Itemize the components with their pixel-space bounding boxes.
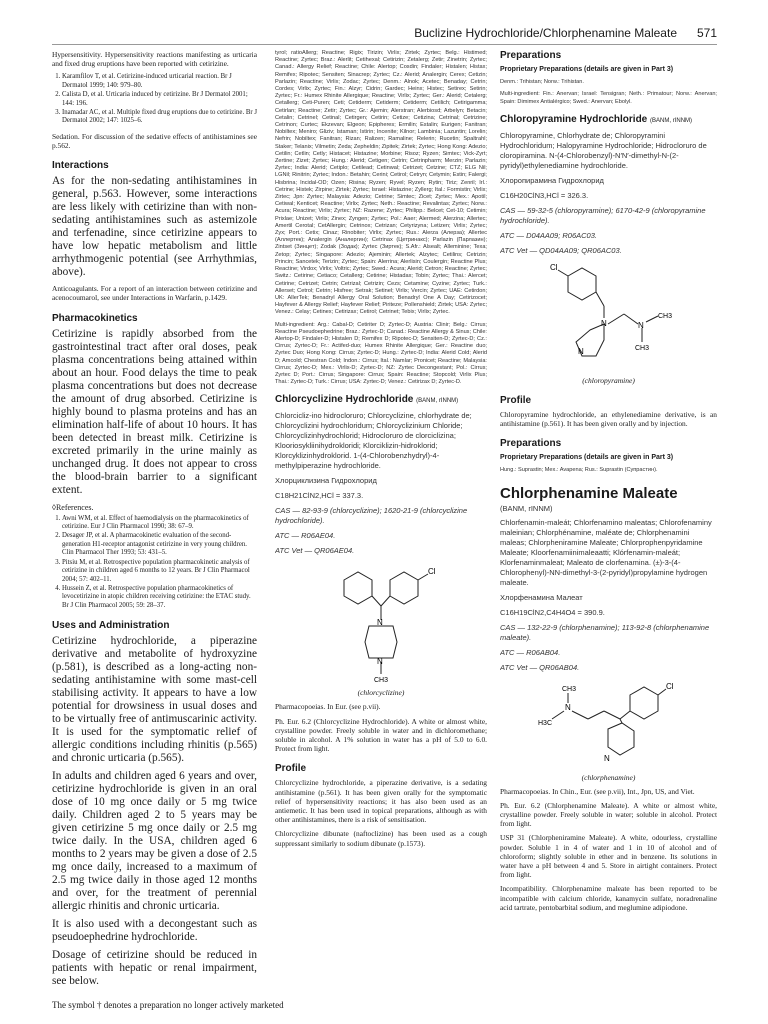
reference-item: 1. Karamfilov T, et al. Cetirizine-induced urticarial reaction. Br J Dermatol 1999; 140: 979–80. [62,73,257,90]
molecular-formula: C16H20ClN3,HCl = 326.3. [500,190,589,200]
proprietary-preparations-label: Proprietary Preparations (details are given in Part 3) [500,454,674,462]
atc-vet-code: ATC Vet — QR06AE04. [275,546,355,556]
structure-atom-label: N [377,657,383,667]
profile-paragraph: Chloropyramine hydrochloride, an ethylenediamine derivative, is an antihistamine (p.561). It has been given orally and by injection. [500,409,717,429]
pharmacopoeias: Pharmacopoeias. In Eur. (see p.vii). [275,702,381,712]
structure-caption: (chlorcyclizine) [357,688,405,698]
cyrillic-name: Хлоропирамина Гидрохлорид [500,175,604,185]
molecular-formula: C18H21ClN2,HCl = 337.3. [275,491,364,501]
structure-atom-label: N [603,753,610,763]
cas-number: CAS — 132-22-9 (chlorphenamine); 113-92-8 (chlorphenamine maleate). [500,622,710,642]
atc-code: ATC — D04AA09; R06AC03. [500,230,597,240]
chloropyramine-structure [534,262,684,372]
structure-atom-label: CH3 [634,344,649,352]
reference-item: 3. Pitsiu M, et al. Retrospective population pharmacokinetic analysis of cetirizine in children aged 6 months to 12 years. Br J Clin Pharmacol 2004; 57: 402–11. [62,559,257,584]
atc-code: ATC — R06AB04. [500,647,561,657]
usp-paragraph: USP 31 (Chlorpheniramine Maleate). A white, odourless, crystalline powder. Soluble 1 in 4 of water and 1 in 10 of alcohol and of chloroform; slightly soluble in ether and in benzene. Its solutions in water have a pH between 4 and 5. Store in airtight containers. Protect from light. [500,833,717,880]
monograph-tag: (BANM, rINNM) [650,117,693,124]
synonyms: Chlorfenamin-maleát; Chlorfenamino maleatas; Chlorofenaminy maleinian; Chlorphénamine, maléate de; Chlorphenamini maleas; Chlorpheniramine Maleate; Chlorprophenpyridamine Maleate; Kloorfenamiinimaleaatti; Klórfenamin-maleát; Klorfenaminmaleat; Maleato de clorfenamina. (±)-3-(4-Chlorophenyl)-NN-dimethyl-3-(2-pyridyl)propylamine hydrogen maleate. [500,517,712,587]
structure-atom-label: Cl [665,681,674,691]
preparations-continued: tyrol; ratioAllerg; Reactine; Rigix; Tirizin; Virlix; Zirtek; Zyrtec; Belg.: Histimed; Reactine; Zyrtec; Braz.: Alerlit; Cetihexal; Cetirizin; Zetalerg; Zetir; Zinetrin; Zyrtec; Canad.: Allergy Relief; Reactine; Chile: Alertop; Cosdin; Findaler; Histalen; Histax; Remifex; Ripotec; Sensiten; Sinacrep; Zyrtec; Cz.: Alerid; Analergin; Cerex; Cetizin; Parlazin; Reactine; Virlix; Zodac; Zyrtec; Denm.: Alnok; Acetec; Benaday; Cetrin; Cordes; Virlix; Zyrtec; Fin.: Alzyr; Cidrin; Gardec; Heinx; Histec; Setirex; Setirin; Zyrtec; Fr.: Humex Rhinite Allergique; Reactine; Virlix; Zyrtec; Ger.: Alerid; Cetalerg; Cetallerg; Ceti-Puren; Ceti; Cetiderm; Cetiderm; Cetiderm; Cetilich; Cetirigamma; Cetirlan; Reactine; Zetir; Zyrtec; Gr.: Ajemin; Alerstran; Alerbiosd; Arbelyn; Betacin; Cetalin; Cetrinel; Cetinal; Cetirgen; Cetirin; Cetize; Cetizina; Cetrinal; Cetrizine; Cetrinon; Curtec; Ekzevan; Elgeon; Epipheres; Ermilin; Estalin; Eurigen; Fanitran; Nobiltex; Meniro; Gliziv; Istaman; Istirin; Incenite; Kilnor; Lambinia; Lazuntin; Lorelin; Nefrin; Nobiltex; Fanitran; Rizan; Ralizen; Ramaline; Relerin; Rucetin; Spaltrahl; Staker; Telanix; Vilmetin; Zeda; Zepheldin; Zipitek; Zirtek; Zyrtec; Hong Kong: Adezio; Cetilin; Cetlin; Cetly; Histacet; Histazine; Morbine; Risoz; Ryzen; Simtec; Vick-Zyrt; Zertine; Zizet; Zyrtec; Hung.: Alerid; Cetigen; Cetrin; Cetrinpharm; Merzin; Parlazin; Zyrtec; India: Alerid; Cetiplo; Cetilead; Cetinwal; Cetrizet; Cetzine; CTZ; ELG Nil; LGNil; Rinitrin; Zyrtec; Indon.: Betahin; Cerini; Cetirol; Cetryn; Cetymin; Estin; Falergi; Hisbrina; Incidal-OD; Ozen; Risina; Ryzen; Ryvel; Ryzen; Rytin; Tiriz; Zenril; Irl.: Cetrine; Histek; Zirpine; Zirtek; Zyrtec; Israel: Histazine; Zyllerg; Ital.: Formistin; Virlix; Zirtec; Jpn: Zyrtec; Malaysia: Adezio; Cetrine; Simtec; Zicet; Zyrtec; Mex.: Apotil; Cetiwal; Kenticet; Reactine; Virlix; Zyrtec; Neth.: Reactine; Revalintas; Zyrtec; Norw.: Acura; Reactine; Virlix; Zyrtec; NZ: Razene; Zyrtec; Philipp.: Belcet; Cet-10; Cetimin; Prixlae; Unizet; Virlix; Zinex; Zyngen; Zyrtec; Pol.: Aaer; Alermed; Alerzina; Allertec; Amertil Cerotal; CetAllergin; Cetrinox; Cetrizan; Cetyrizyna; Letizen; Virlix; Zyrtec; Zyx; Port.: Cetix; Cinaz; Rinobiter; Virlix; Zyrtec; Rus.: Alerza (Алерза); Allertec (Аллертек); Analergin (Аналергин); Cetrinax (Цетринакс); Parlazin (Парлазин); Zintset (Зинцет); Zodak (Зодак); Zyrtec (Зиртек); S.Afr.: Alsealt; Alleminine; Texa; Zetop; Zyrtec; Singapore: Adezio; Ajeminin; Allertek; Alzytec; Cetilins; Cetrizin; Princin; Sancetek; Terizin; Zyrtec; Spain: Alerrina; Alerlisin; Coulergin; Reactine Plus; Reactine; Virdox; Virlix; Voltric; Zyrtec; Swed.: Acura; Alerid; Cetron; Reactine; Zyrtec; Switz.: Cetirine; Cetiaco; Cetallerg; Cetirine; Histadax; Tobin; Zyrtec; Thai.: Alercet; Cetirine; Cetrizet; Cetrin; Cetrizal; Cetrizin; Cezs; Cetamine; Cyzine; Zyrtec; Turk.: Allerset; Cetrol; Cetrin; Hisfree; Setrak; Setinel; Virlix; Vercin; Zyrtec; UAE: Cetirdon; UK: AllerTek; Benadryl Allergy Oral Solution; Benadryl One A Day; Cetirizocet; Hayfever & Allergy Relief; Hayfever Relief; Piriteze; Pollenshield; Zirtek; USA: Zyrtec; Venez.: Celay; Cetinex; Cetirizax; Cetirol; Cetrinet; Tebix; Virlix; Zyrtec. [275,50,487,316]
structure-atom-label: CH3 [374,677,389,685]
structure-atom-label: Cl [428,567,436,577]
cas-number: CAS — 59-32-5 (chloropyramine); 6170-42-9 (chloropyramine hydrochloride). [500,205,706,225]
column-2 [275,50,487,995]
monograph-title [500,114,717,125]
monograph-title [275,394,487,405]
cas-number: CAS — 82-93-9 (chlorcyclizine); 1620-21-9 (chlorcyclizine hydrochloride). [275,506,468,526]
page-footer: The symbol † denotes a preparation no longer actively marketed [52,1000,284,1010]
monograph-name-major: Chlorphenamine Maleate [500,484,678,502]
atc-code: ATC — R06AE04. [275,531,336,541]
structure-atom-label: N [637,320,644,330]
uses-paragraph-1: Cetirizine hydrochloride, a piperazine derivative and metabolite of hydroxyzine (p.581), is described as a long-acting non-sedating antihistamine with some mast-cell stabilising activity. It appears to have a low potential for drowsiness in usual doses and to be virtually free of antimuscarinic activity. It is used for the symptomatic relief of allergic conditions including rhinitis (p.565) and chronic urticaria (p.565). [52,635,257,765]
multi-ingredient-list: Multi-ingredient: Fin.: Anervan; Israel: Tensigran; Neth.: Primatour; Norw.: Anervan; Spain: Dimimex Antialérgico; Swed.: Anervan; Ebolyl. [500,91,717,105]
ph-eur-paragraph: Ph. Eur. 6.2 (Chlorphenamine Maleate). A white or almost white, crystalline powder. Freely soluble in water; soluble in alcohol. Protect from light. [500,800,717,829]
pharmacokinetics-paragraph: Cetirizine is rapidly absorbed from the gastrointestinal tract after oral doses, peak plasma concentrations being attained within about an hour. Food delays the time to peak plasma concentrations but does not decrease the amount of drug absorbed. Cetirizine is highly bound to plasma proteins and has an elimination half-life of about 10 hours. It has been detected in breast milk. Cetirizine is excreted primarily in the urine mainly as unchanged drug. It does not appear to cross the blood-brain barrier to a significant extent. [52,327,257,496]
page-number: 571 [696,26,717,40]
structure-caption: (chloropyramine) [582,375,635,385]
reference-item: 2. Calista D, et al. Urticaria induced by cetirizine. Br J Dermatol 2001; 144: 196. [62,91,257,108]
structure-atom-label: N [564,702,571,712]
reference-item: 4. Hussein Z, et al. Retrospective population pharmacokinetics of levocetirizine in atopic children receiving cetirizine: the ETAC study. Br J Clin Pharmacol 2005; 59: 28–37. [62,585,257,610]
dibunate-paragraph: Chlorcyclizine dibunate (naftoclizine) has been used as a cough suppressant similarly to sodium dibunate (p.1573). [275,829,487,848]
structure-atom-label: N [600,318,607,328]
column-3 [500,50,717,995]
preparations-list: Denm.: Trihistan; Norw.: Trihistan. [500,79,584,86]
synonyms: Chloropyramine, Chlorhydrate de; Chloropyramini Hydrochloridum; Halopyramine Hydrochloride; Hidrocloruro de cloropiramina. N-(4-Chlorobenzyl)-N′N′-dimethyl-N-(2-pyridyl)ethylenediamine hydrochloride. [500,130,707,170]
running-header [52,26,717,45]
incompatibility-paragraph: Incompatibility. Chlorphenamine maleate has been reported to be incompatible with calcium chloride, kanamycin sulfate, noradrenaline acid tartrate, pentobarbital sodium, and meglumine adipiodone. [500,884,717,912]
uses-paragraph-3: It is also used with a decongestant such as pseudoephedrine hydrochloride. [52,918,257,944]
references-label [52,993,257,995]
pharmacopoeias: Pharmacopoeias. In Chin., Eur. (see p.vii), Int., Jpn, US, and Viet. [500,786,695,796]
reference-item: 2. Desager JP, et al. A pharmacokinetic evaluation of the second-generation H1-receptor antagonist cetirizine in very young children. Clin Pharmacol Ther 1993; 53: 431–5. [62,532,257,557]
reference-item: 1. Awni WM, et al. Effect of haemodialysis on the pharmacokinetics of cetirizine. Eur J Clin Pharmacol 1990; 38: 67–9. [62,515,257,532]
reference-item: 3. Inamadar AC, et al. Multiple fixed drug eruptions due to cetirizine. Br J Dermatol 2002; 147: 1025–6. [62,109,257,126]
atc-vet-code: ATC Vet — QR06AB04. [500,662,580,672]
monograph-tag: (BANM, rINNM) [500,503,553,513]
hypersensitivity-references [52,73,257,125]
hypersensitivity-paragraph: Hypersensitivity. Hypersensitivity reactions manifesting as urticaria and fixed drug eruptions have been reported with cetirizine. [52,50,257,69]
structure-atom-label: N [377,618,383,628]
ph-eur-paragraph: Ph. Eur. 6.2 (Chlorcyclizine Hydrochloride). A white or almost white, crystalline powder. Freely soluble in water and in dichloromethane; soluble in alcohol. A 1% solution in water has a pH of 5.0 to 6.0. Protect from light. [275,716,487,754]
structure-atom-label: CH3 [657,312,672,320]
pharmacokinetics-heading: Pharmacokinetics [52,312,138,324]
pharmacokinetics-references [52,515,257,610]
preparations-heading: Preparations [500,50,562,61]
proprietary-preparations-label: Proprietary Preparations (details are given in Part 3) [500,66,674,73]
monograph-name: Chlorcyclizine Hydrochloride [275,394,414,406]
interactions-heading: Interactions [52,160,109,172]
molecular-formula: C16H19ClN2,C4H4O4 = 390.9. [500,607,605,617]
sedation-paragraph: Sedation. For discussion of the sedative effects of antihistamines see p.562. [52,131,257,151]
synonyms: Chlorcicliz‑ino hidrocloruro; Chlorcyclizine, chlorhydrate de; Chlorcyclizini hydrochloridum; Chlorcyclizinium Chloride; Chlorcyclizinhydrochlorid; Hidrocloruro de clorciclizina; Klooriosykliinihydrokloridi; Klorciklizin-hidroklorid; Klorcyklizinhydroklorid. 1-(4-Chlorobenzhydryl)-4-methylpiperazine hydrochloride. [275,411,472,471]
references-label: ◊References. [52,502,94,512]
anticoagulants-paragraph: Anticoagulants. For a report of an interaction between cetirizine and acenocoumarol, see under Interactions in Warfarin, p.1429. [52,284,257,303]
structure-atom-label: Cl [549,262,558,272]
structure-atom-label: H3C [537,719,552,727]
structure-atom-label: CH3 [561,685,576,693]
chlorcyclizine-structure [316,562,446,684]
atc-vet-code: ATC Vet — QD04AA09; QR06AC03. [500,245,622,255]
uses-heading: Uses and Administration [52,620,170,632]
cyrillic-name: Хлорциклизина Гидрохлорид [275,476,377,486]
chlorphenamine-structure [534,679,684,769]
structure-caption: (chlorphenamine) [581,772,636,782]
profile-heading: Profile [500,394,532,406]
running-title: Buclizine Hydrochloride/Chlorphenamine Maleate [414,26,677,40]
preparations-list: Hung.: Suprastin; Mex.: Avapena; Rus.: Suprastin (Супрастин). [500,467,658,474]
multi-ingredient-list: Multi-ingredient: Arg.: Cabal-D; Cetiriter D; Zyrtec-D; Austria: Clinir; Belg.: Cirrus; Reactine Pseudoephedrine; Braz.: Zyrtec-D; Canad.: Reactine Allergy & Sinus; Chile: Alertop-D; Findaler-D; Histalen D; Remifex D; Ripotec-D; Sensiten-D; Zyrtec-D; Cz.: Cirrus; Zyrtec-D; Fr.: Actifed-duo; Humex Rhinite Allergique; Ger.: Reactine duo; Zyrtec Duo; Hong Kong: Cirrus; Zyrtec-D; Hung.: Zyrtec-D; India: Alerid Cold; Alerid D; Amcold; Chestran Cold; Indon.: Cirrus; Ital.: Namlar; Pronicet; Reactine; Malaysia: Cirrus; Zyrtec-D; Mex.: Virlix-D; Zyrtec-D; NZ: Zyrtec Decongestant; Pol.: Cirrus; Zyrtec D; Port.: Cirrus; Singapore: Cirrus; Spain: Reactine; Stopcold; Virlix Plus; Thai.: Zyrtec-D; Turk.: Cirrus; USA: Zyrtec-D; Venez.: Cetirizax D; Zyrtec-D. [275,321,487,386]
column-1 [52,50,257,995]
uses-paragraph-4: Dosage of cetirizine should be reduced in patients with hepatic or renal impairment, see below. [52,949,257,988]
uses-paragraph-2: In adults and children aged 6 years and over, cetirizine hydrochloride is given in an oral dose of 10 mg once daily or 5 mg twice daily. Children aged 2 to 5 years may be given cetirizine 5 mg once daily or 2.5 mg twice daily. In the USA, children aged 6 months to 2 years may be given a dose of 2.5 mg once daily, increased to a maximum of 2.5 mg twice daily in those aged 12 months and over, for the treatment of perennial allergic rhinitis and chronic urticaria. [52,770,257,913]
structure-atom-label: N [577,346,584,356]
monograph-name: Chloropyramine Hydrochloride [500,113,648,125]
monograph-tag: (BANM, rINNM) [416,398,459,405]
preparations-heading: Preparations [500,438,562,450]
profile-paragraph: Chlorcyclizine hydrochloride, a piperazine derivative, is a sedating antihistamine (p.561). It has been given orally for the symptomatic relief of hypersensitivity reactions; it has also been used as an antiemetic. It has been used in topical preparations, although as with other antihistamines, there is a risk of sensitisation. [275,778,487,825]
profile-heading: Profile [275,763,307,775]
interactions-paragraph: As for the non-sedating antihistamines in general, p.563. However, some interactions are less likely with cetirizine than with non-sedating antihistamines such as astemizole and terfenadine, since cetirizine appears to have low hepatic metabolism and little arrhythmogenic potential (see Arrhythmias, above). [52,175,257,279]
cyrillic-name: Хлорфенамина Малеат [500,592,583,602]
